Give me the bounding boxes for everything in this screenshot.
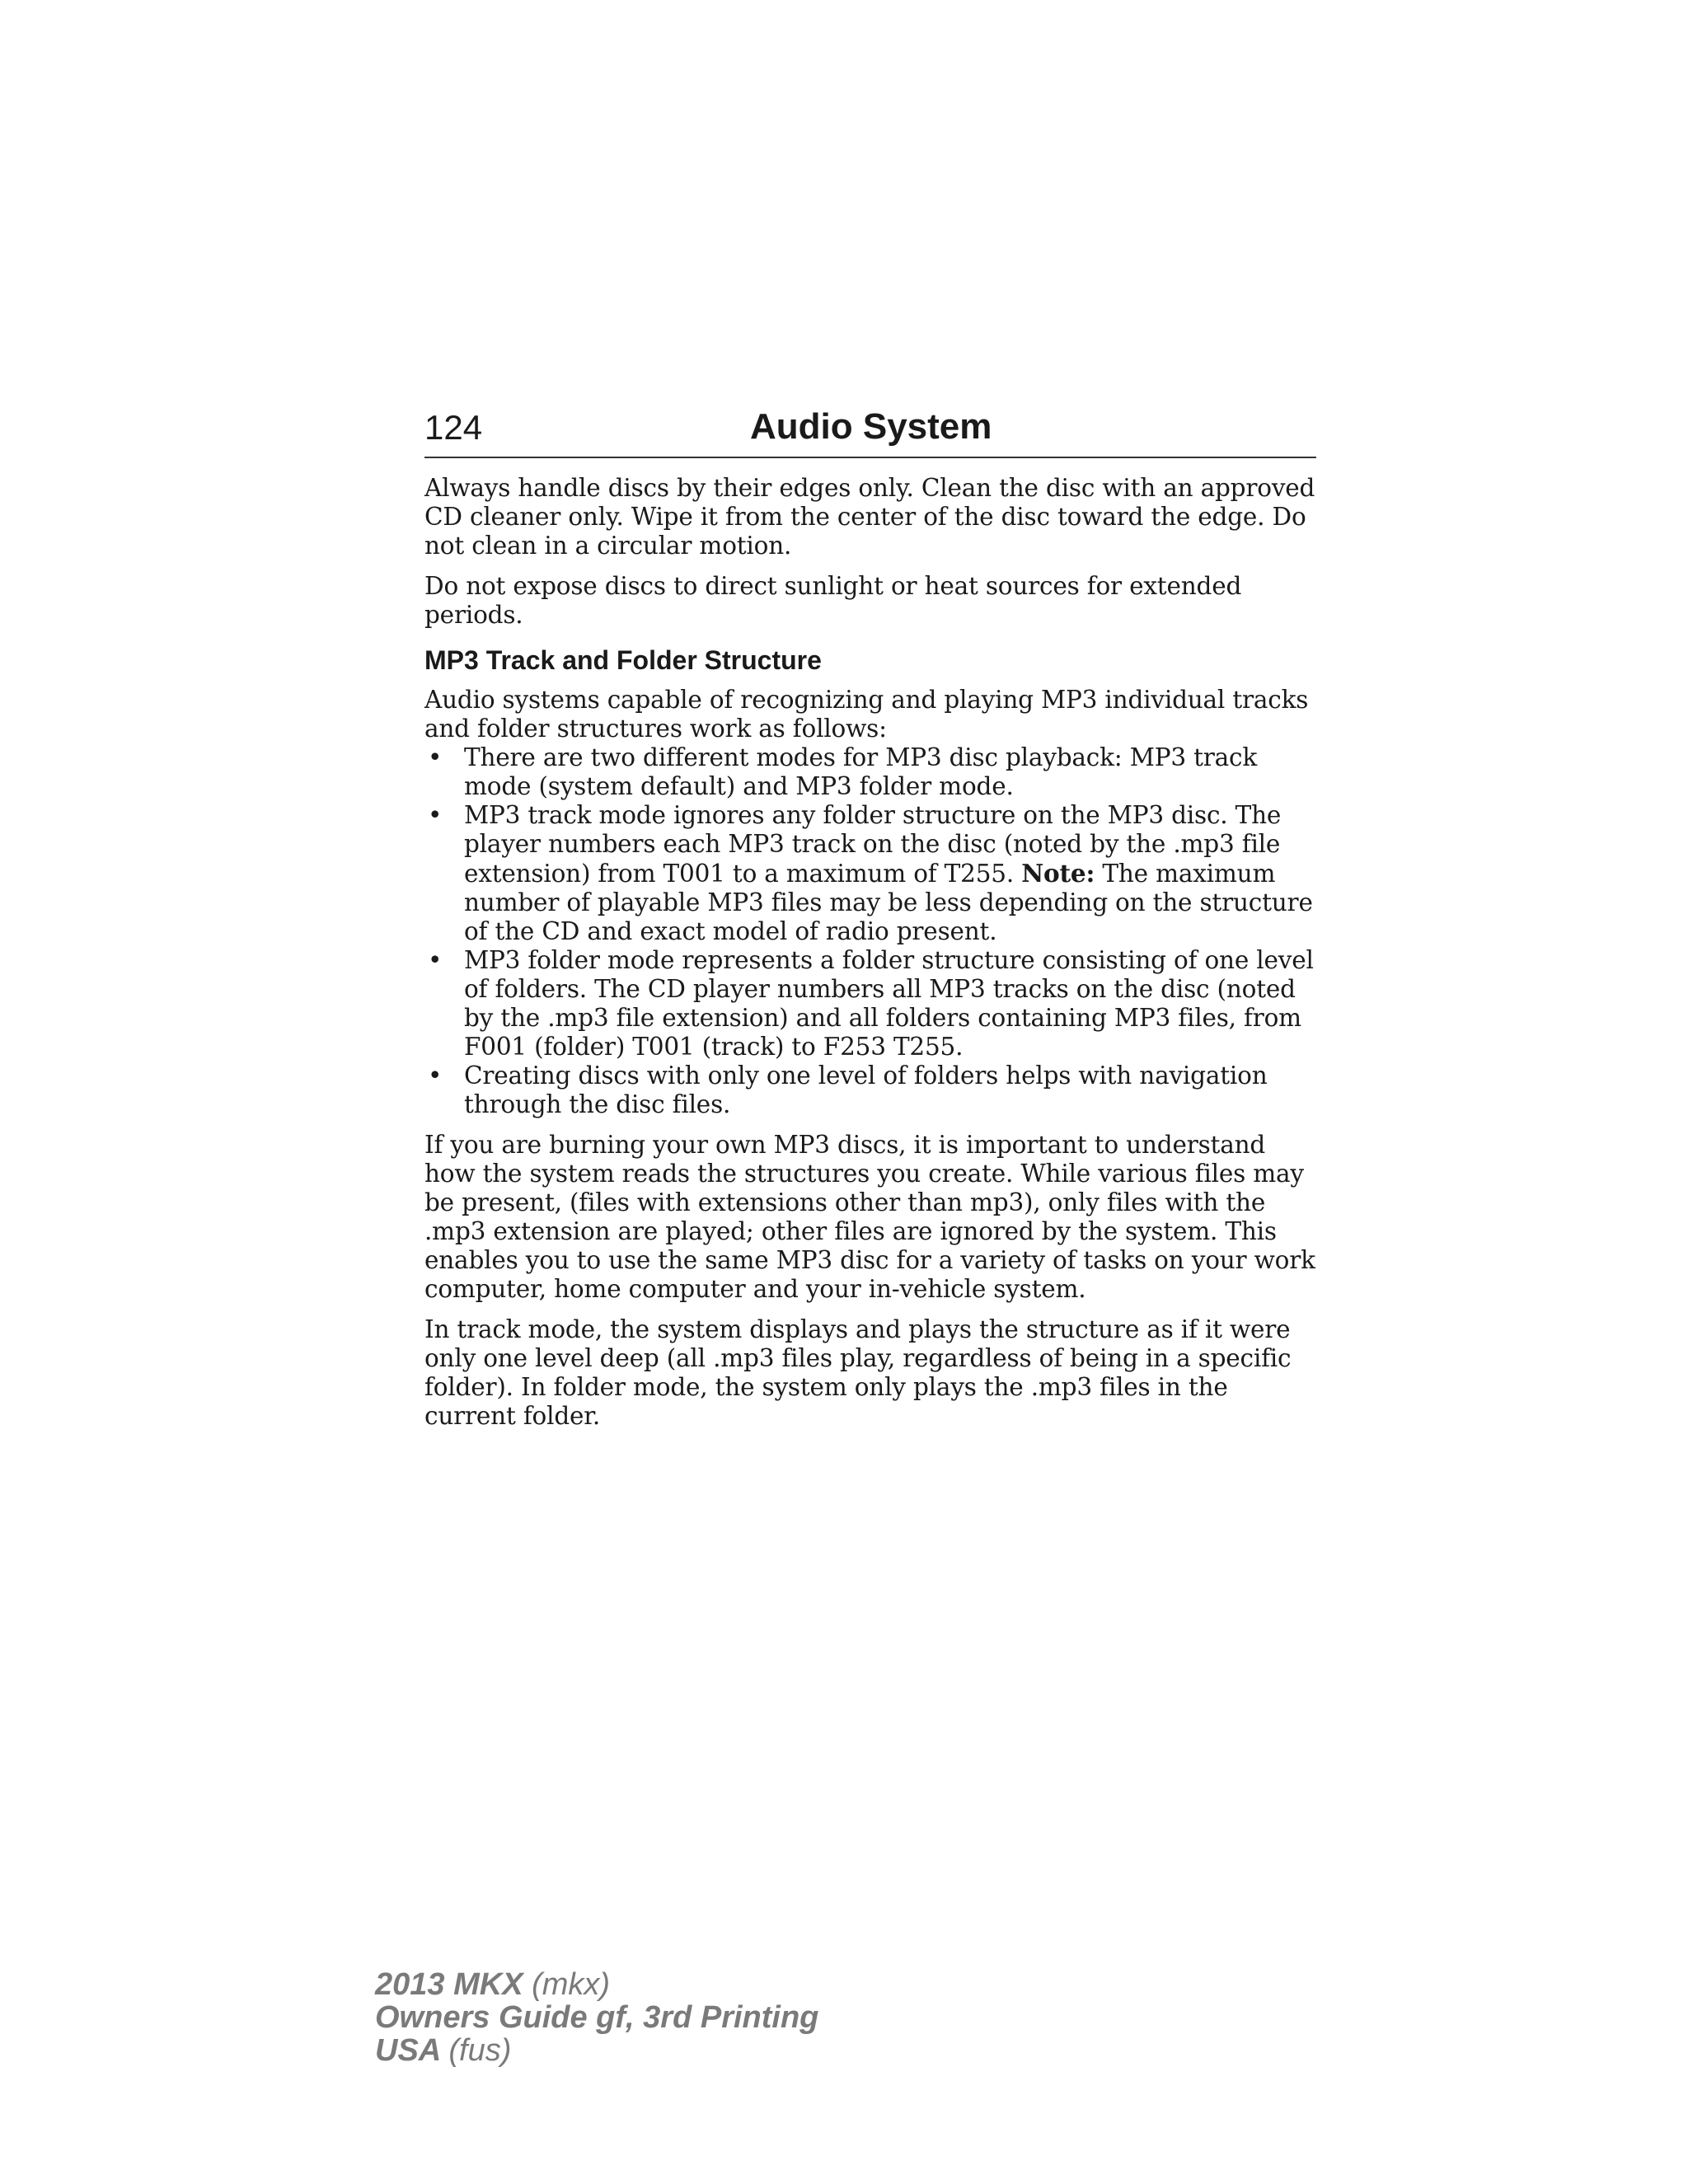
footer-region-line (375, 2034, 818, 2067)
list-item-text: MP3 folder mode represents a folder structure consisting of one level of folders. The CD player numbers all MP3 tracks on the disc (noted by the .mp3 file extension) and all folders containing MP3 files, from F001 (folder) T001 (track) to F253 T255. (464, 946, 1314, 1061)
list-item (424, 743, 1316, 801)
list-item-text: MP3 track mode ignores any folder structure on the MP3 disc. The player numbers each MP3 track on the disc (noted by the .mp3 file extension) from T001 to a maximum of T255. (464, 801, 1282, 888)
page-header (424, 404, 1316, 458)
list-item (424, 1062, 1316, 1119)
paragraph-mp3-intro: Audio systems capable of recognizing and playing MP3 individual tracks and folder structures work as follows: (424, 686, 1309, 743)
footer-model: 2013 MKX (375, 1967, 523, 2002)
bullet-icon: • (428, 1062, 443, 1090)
bullet-icon: • (428, 801, 443, 829)
page-content (424, 474, 1316, 1442)
mp3-bullet-list (424, 743, 1316, 1119)
note-text: The maximum number of playable MP3 files may be less depending on the structure of the CD and exact model of radio present. (464, 860, 1313, 945)
footer-region: USA (375, 2033, 440, 2068)
paragraph-disc-exposure: Do not expose discs to direct sunlight or heat sources for extended periods. (424, 572, 1242, 629)
section-title: Audio System (750, 406, 992, 447)
paragraph-burning-discs: If you are burning your own MP3 discs, it is important to understand how the system reads the structures you create. While various files may be present, (files with extensions other than mp3), only files with the .mp3 extension are played; other files are ignored by the system. This enables you to use the same MP3 disc for a variety of tasks on your work computer, home computer and your in-vehicle system. (424, 1131, 1315, 1303)
footer-guide-line: Owners Guide gf, 3rd Printing (375, 2000, 819, 2035)
footer-model-line (375, 1968, 818, 2001)
paragraph-disc-handling: Always handle discs by their edges only. Clean the disc with an approved CD cleaner only. Wipe it from the center of the disc toward the edge. Do not clean in a circular motion. (424, 474, 1315, 560)
note-label: Note: (1021, 859, 1095, 888)
bullet-icon: • (428, 946, 443, 974)
paragraph-track-folder-mode: In track mode, the system displays and plays the structure as if it were only one level deep (all .mp3 files play, regardless of being in a specific folder). In folder mode, the system only plays the .mp3 files in the current folder. (424, 1315, 1292, 1430)
list-item (424, 946, 1316, 1062)
footer-model-code: (mkx) (532, 1967, 611, 2002)
list-item (424, 801, 1316, 946)
list-item-text: Creating discs with only one level of folders helps with navigation through the disc files. (464, 1062, 1268, 1118)
list-item-text: There are two different modes for MP3 disc playback: MP3 track mode (system default) and MP3 folder mode. (464, 743, 1258, 800)
subheading-mp3-structure: MP3 Track and Folder Structure (424, 645, 822, 675)
bullet-icon: • (428, 743, 443, 771)
page-footer (375, 1968, 818, 2067)
page-number: 124 (424, 408, 483, 447)
footer-region-code: (fus) (448, 2033, 512, 2068)
